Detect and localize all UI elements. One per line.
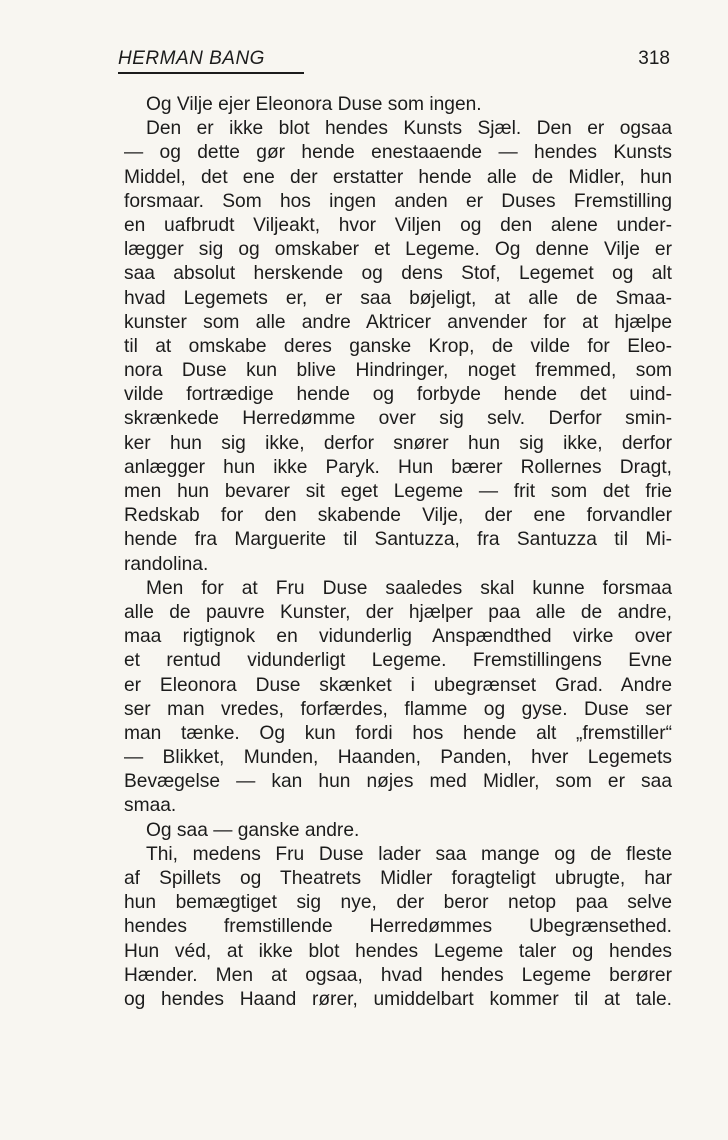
text-line: Redskab for den skabende Vilje, der ene forvandler [124,505,672,527]
text-line: men hun bevarer sit eget Legeme — frit som det frie [124,481,672,502]
text-line: af Spillets og Theatrets Midler foragteligt ubrugte, har [124,868,672,889]
text-line: Hænder. Men at ogsaa, hvad hendes Legeme berører [124,964,672,986]
page-header [118,44,670,84]
page-number: 318 [638,48,670,69]
text-line: Hun véd, at ikke blot hendes Legeme taler og hendes [124,940,672,962]
text-line: alle de pauvre Kunster, der hjælper paa alle de andre, [124,601,672,623]
text-line: en uafbrudt Viljeakt, hvor Viljen og den alene under- [124,214,672,236]
title-underline [118,72,304,74]
text-line: smaa. [124,795,177,817]
text-line: skrænkede Herredømme over sig selv. Derfor smin- [124,408,672,430]
text-line: ker hun sig ikke, derfor snører hun sig ikke, derfor [124,432,672,454]
text-line: Middel, det ene der erstatter hende alle de Midler, hun [124,166,672,188]
text-line: Bevægelse — kan hun nøjes med Midler, som er saa [124,771,672,793]
text-line: maa rigtignok en vidunderlig Anspændthed virke over [124,626,672,648]
text-line: Den er ikke blot hendes Kunsts Sjæl. Den er ogsaa [146,118,672,140]
text-line: nora Duse kun blive Hindringer, noget fremmed, som [124,360,672,382]
text-line: hende fra Marguerite til Santuzza, fra Santuzza til Mi- [124,529,672,551]
text-line: til at omskabe deres ganske Krop, de vilde for Eleo- [124,335,672,357]
text-line: hendes fremstillende Herredømmes Ubegrænsethed. [124,916,672,938]
text-line: lægger sig og omskaber et Legeme. Og denne Vilje er [124,239,672,261]
text-line: man tænke. Og kun fordi hos hende alt „fremstiller“ [124,722,672,744]
text-line: kunster som alle andre Aktricer anvender for at hjælpe [124,311,672,333]
text-line: ser man vredes, forfærdes, flamme og gyse. Duse ser [124,698,672,720]
running-title: HERMAN BANG [118,48,265,69]
text-line: — Blikket, Munden, Haanden, Panden, hver Legemets [124,747,672,769]
text-line: forsmaar. Som hos ingen anden er Duses Fremstilling [124,190,672,212]
text-line: Thi, medens Fru Duse lader saa mange og de fleste [146,843,672,865]
text-line: hvad Legemets er, er saa bøjeligt, at alle de Smaa- [124,287,672,309]
text-line: er Eleonora Duse skænket i ubegrænset Grad. Andre [124,674,672,696]
text-line: randolina. [124,553,209,575]
body-text [124,93,672,1012]
text-line: Og saa — ganske andre. [146,819,360,841]
text-line: Og Vilje ejer Eleonora Duse som ingen. [146,94,482,115]
text-line: anlægger hun ikke Paryk. Hun bærer Rollernes Dragt, [124,456,672,478]
text-line: hun bemægtiget sig nye, der beror netop paa selve [124,892,672,914]
text-line: og hendes Haand rører, umiddelbart kommer til at tale. [124,988,672,1010]
text-line: Men for at Fru Duse saaledes skal kunne forsmaa [146,577,672,599]
text-line: saa absolut herskende og dens Stof, Legemet og alt [124,263,672,285]
text-line: et rentud vidunderligt Legeme. Fremstillingens Evne [124,650,672,672]
text-line: vilde fortrædige hende og forbyde hende det uind- [124,384,672,406]
text-line: — og dette gør hende enestaaende — hendes Kunsts [124,142,672,164]
